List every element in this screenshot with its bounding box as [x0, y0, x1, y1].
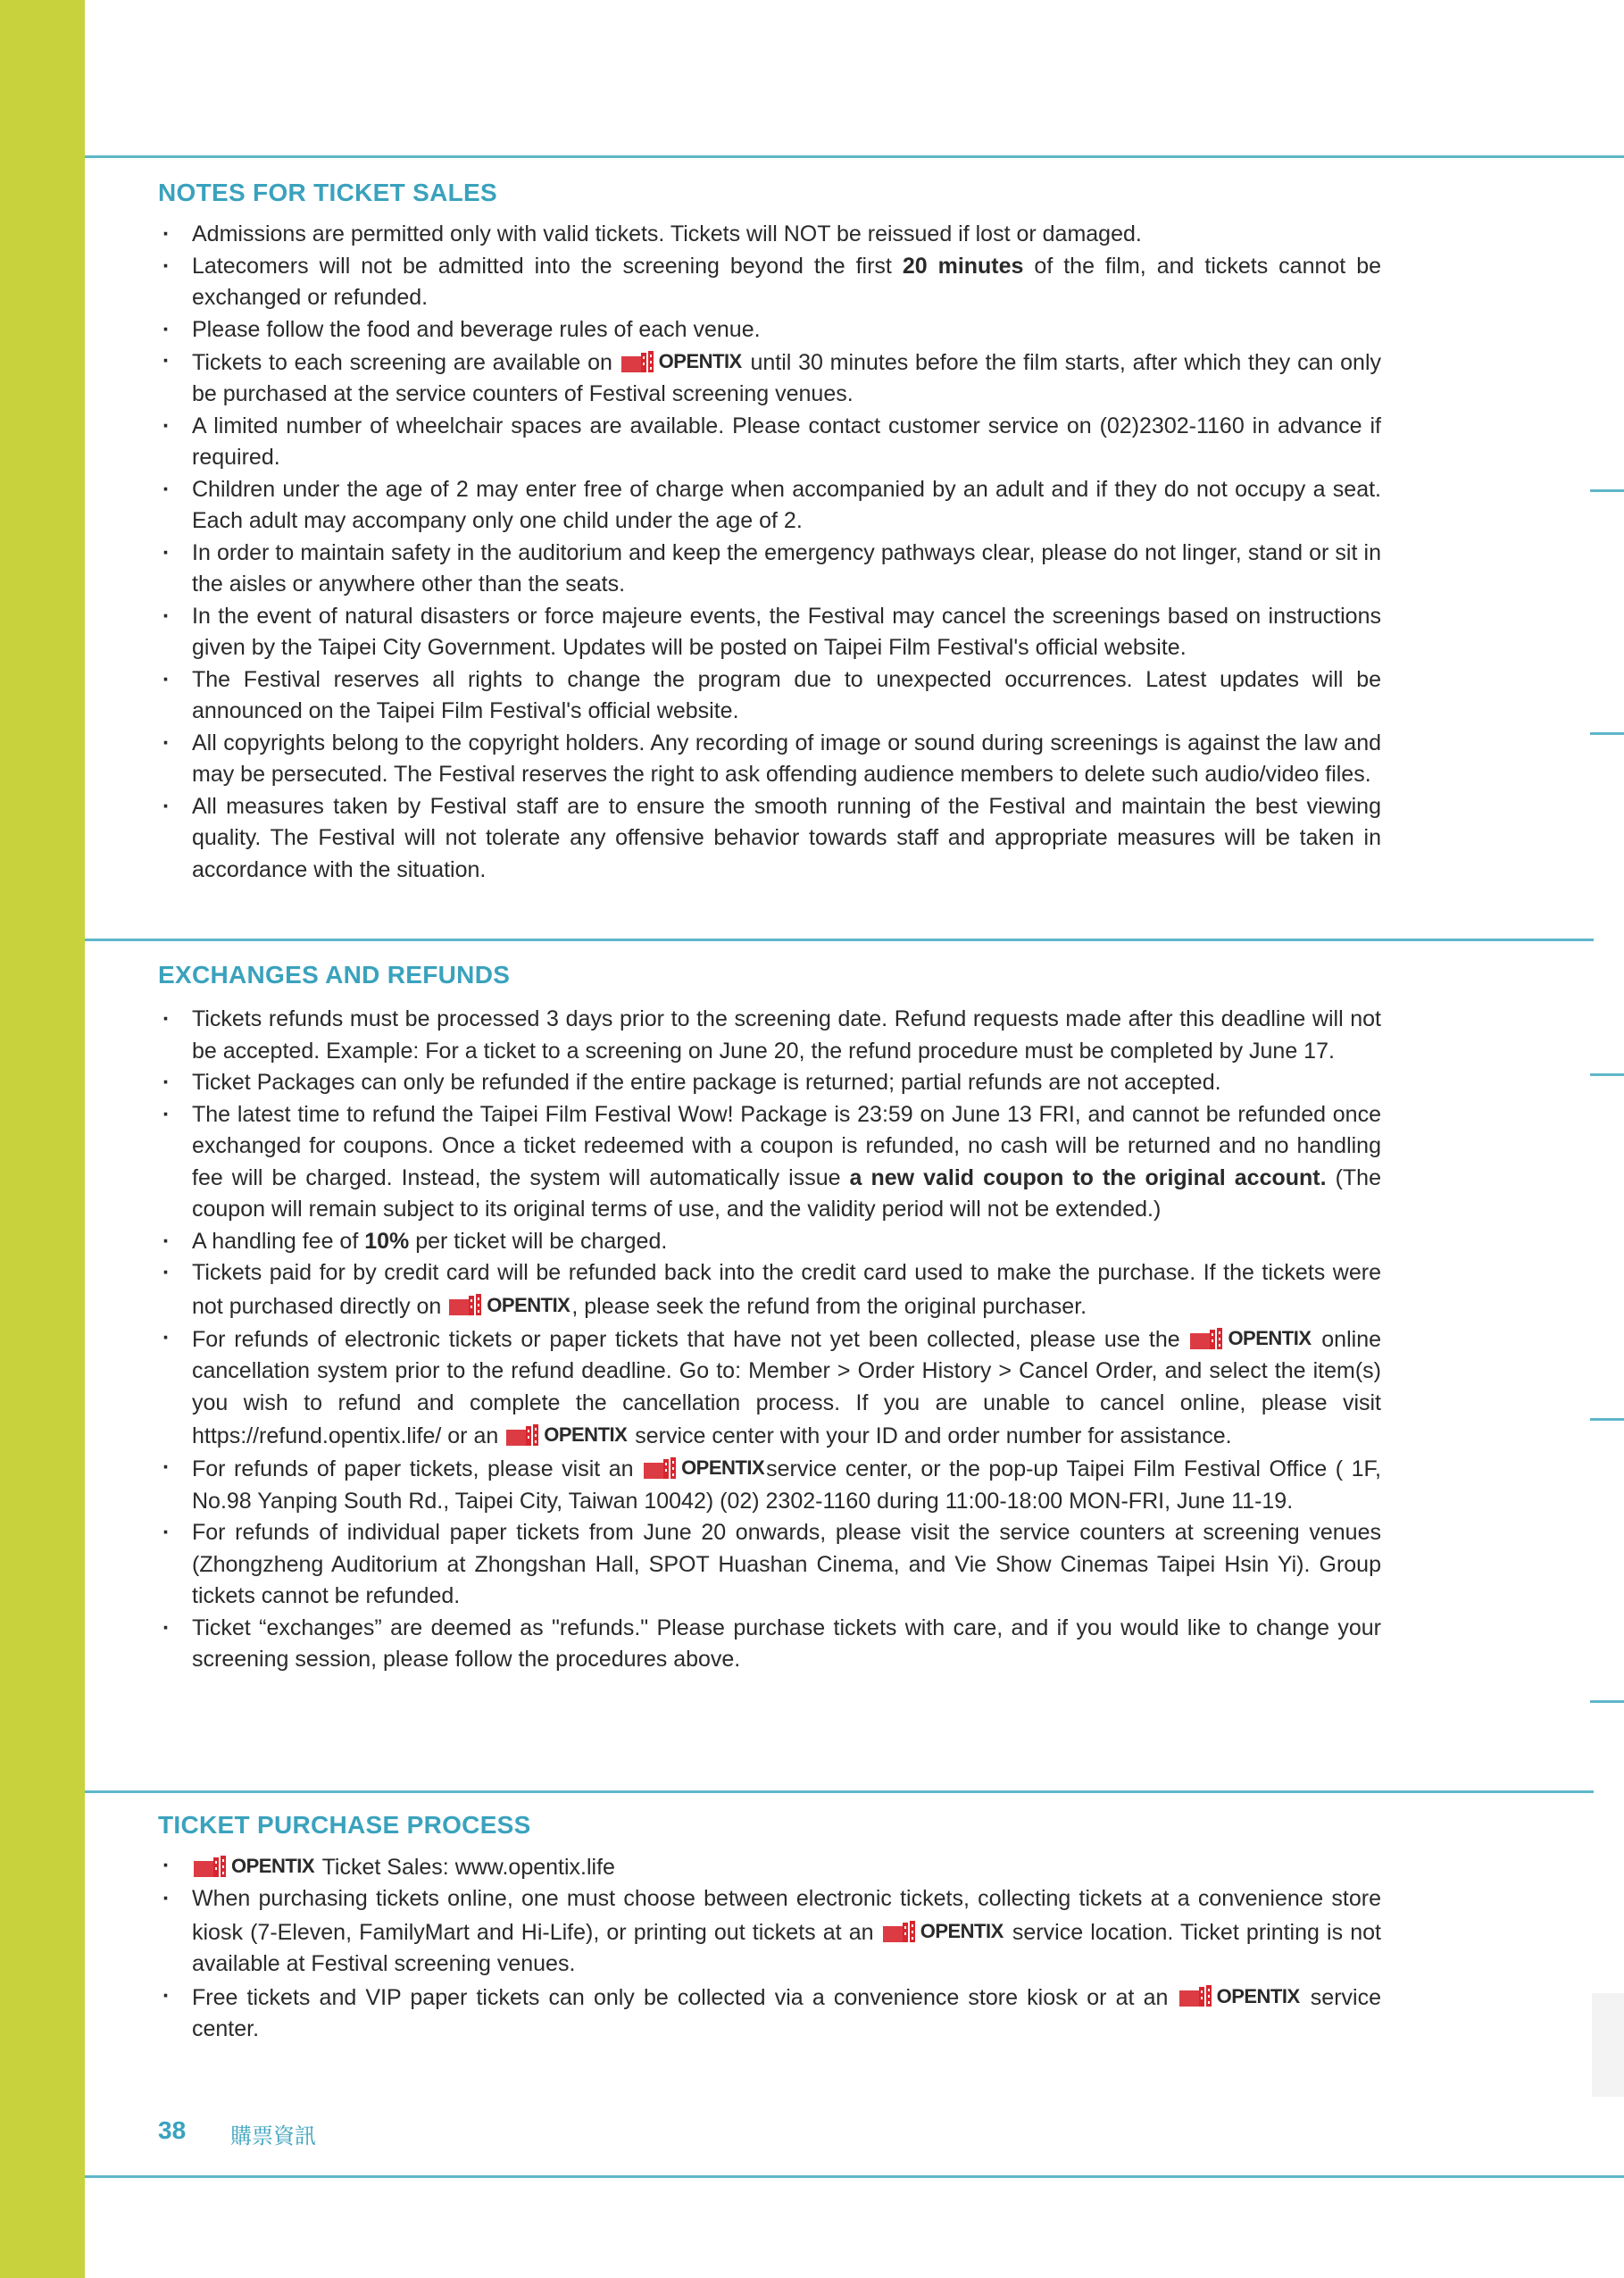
opentix-logo: OPENTIX — [449, 1289, 570, 1322]
top-divider — [85, 155, 1624, 158]
section-divider-1 — [85, 939, 1594, 941]
list-item: · Please follow the food and beverage rules of each venue. — [158, 314, 1381, 346]
bottom-divider — [85, 2175, 1624, 2178]
section-title-refunds: EXCHANGES AND REFUNDS — [158, 961, 511, 989]
list-item: · The latest time to refund the Taipei Film Festival Wow! Package is 23:59 on June 13 FRI, and cannot be refunded once exchanged for coupons. Once a ticket redeemed with a coupon is refunded, no cash will be returned and no handling fee will be charged. Instead, the system will automatically issue a new valid coupon to the original account. (The coupon will remain subject to its original terms of use, and the validity period will not be extended.) — [158, 1099, 1381, 1226]
list-item: · Admissions are permitted only with valid tickets. Tickets will NOT be reissued if lost or damaged. — [158, 219, 1381, 251]
page-number: 38 — [158, 2116, 187, 2144]
list-item: · OPENTIX Ticket Sales: www.opentix.life — [158, 1850, 1381, 1883]
list-item: · Latecomers will not be admitted into the screening beyond the first 20 minutes of the film, and tickets cannot be exchanged or refunded. — [158, 251, 1381, 314]
section-divider-2 — [85, 1790, 1594, 1793]
list-item: · A limited number of wheelchair spaces are available. Please contact customer service on (02)2302-1160 in advance if required. — [158, 411, 1381, 474]
edge-tick — [1590, 732, 1624, 735]
opentix-logo-icon — [194, 1856, 228, 1877]
purchase-list — [158, 1850, 1381, 2045]
opentix-logo: OPENTIX — [506, 1419, 627, 1451]
opentix-logo: OPENTIX — [621, 346, 742, 378]
list-item: · For refunds of electronic tickets or paper tickets that have not yet been collected, please use the OPENTIX online cancellation system prior to the refund deadline. Go to: Member > Order History > Cancel Order, and select the item(s) you wish to refund and complete the cancellation process. If you are unable to cancel online, please visit https://refund.opentix.life/ or an OPENTIX service center with your ID and order number for assistance. — [158, 1323, 1381, 1453]
opentix-logo: OPENTIX — [1179, 1981, 1300, 2013]
list-item: · All measures taken by Festival staff are to ensure the smooth running of the Festival and maintain the best viewing quality. The Festival will not tolerate any offensive behavior towards staff and appropriate measures will be taken in accordance with the situation. — [158, 791, 1381, 887]
opentix-logo-icon — [449, 1294, 483, 1315]
opentix-logo: OPENTIX — [1190, 1323, 1311, 1355]
edge-tick — [1590, 1073, 1624, 1076]
section-title-purchase: TICKET PURCHASE PROCESS — [158, 1811, 531, 1839]
opentix-logo: OPENTIX — [644, 1452, 764, 1484]
footer-section-label: 購票資訊 — [230, 2124, 316, 2149]
opentix-logo-icon — [621, 351, 655, 372]
list-item: · Tickets refunds must be processed 3 days prior to the screening date. Refund requests made after this deadline will not be accepted. Example: For a ticket to a screening on June 20, the refund procedure must be completed by June 17. — [158, 1004, 1381, 1067]
list-item: · Free tickets and VIP paper tickets can only be collected via a convenience store kiosk or at an OPENTIX service center. — [158, 1981, 1381, 2046]
opentix-logo: OPENTIX — [883, 1915, 1004, 1948]
list-item: · The Festival reserves all rights to change the program due to unexpected occurrences. Latest updates will be announced on the Taipei Film Festival's official website. — [158, 664, 1381, 728]
edge-tick — [1590, 1700, 1624, 1703]
list-item: · Ticket “exchanges” are deemed as "refunds." Please purchase tickets with care, and if you would like to change your screening session, please follow the procedures above. — [158, 1613, 1381, 1676]
list-item: · A handling fee of 10% per ticket will be charged. — [158, 1226, 1381, 1258]
list-item: · For refunds of individual paper tickets from June 20 onwards, please visit the service counters at screening venues (Zhongzheng Auditorium at Zhongshan Hall, SPOT Huashan Cinema, and Vie Show Cinemas Taipei Hsin Yi). Group tickets cannot be refunded. — [158, 1517, 1381, 1613]
opentix-logo: · OPENTIX — [194, 1850, 314, 1882]
notes-list — [158, 219, 1381, 886]
list-item: · In order to maintain safety in the auditorium and keep the emergency pathways clear, please do not linger, stand or sit in the aisles or anywhere other than the seats. — [158, 538, 1381, 601]
side-tab — [1592, 1993, 1624, 2097]
opentix-logo-icon — [644, 1457, 678, 1479]
list-item: · For refunds of paper tickets, please visit an OPENTIX service center, or the pop-up Taipei Film Festival Office ( 1F, No.98 Yanping South Rd., Taipei City, Taiwan 10042) (02) 2302-1160 during 11:00-18:00 MON-FRI, June 11-19. — [158, 1452, 1381, 1517]
section-title-notes: NOTES FOR TICKET SALES — [158, 179, 497, 206]
opentix-logo-icon — [883, 1921, 917, 1942]
edge-tick — [1590, 1418, 1624, 1421]
opentix-logo-icon — [1179, 1985, 1213, 2007]
list-item: · In the event of natural disasters or force majeure events, the Festival may cancel the screenings based on instructions given by the Taipei City Government. Updates will be posted on Taipei Film Festival's official website. — [158, 601, 1381, 664]
list-item: · All copyrights belong to the copyright holders. Any recording of image or sound during screenings is against the law and may be persecuted. The Festival reserves the right to ask offending audience members to delete such audio/video files. — [158, 728, 1381, 791]
opentix-logo-icon — [506, 1424, 540, 1446]
refunds-list — [158, 1004, 1381, 1676]
list-item: · Tickets to each screening are available on OPENTIX until 30 minutes before the film starts, after which they can only be purchased at the service counters of Festival screening venues. — [158, 346, 1381, 411]
list-item: · Tickets paid for by credit card will be refunded back into the credit card used to make the purchase. If the tickets were not purchased directly on OPENTIX , please seek the refund from the original purchaser. — [158, 1257, 1381, 1323]
left-color-bar — [0, 0, 85, 2278]
opentix-logo-icon — [1190, 1328, 1224, 1349]
list-item: · Ticket Packages can only be refunded if the entire package is returned; partial refunds are not accepted. — [158, 1067, 1381, 1099]
list-item: · When purchasing tickets online, one must choose between electronic tickets, collecting tickets at a convenience store kiosk (7-Eleven, FamilyMart and Hi-Life), or printing out tickets at an OPENTIX service location. Ticket printing is not available at Festival screening venues. — [158, 1883, 1381, 1980]
list-item: · Children under the age of 2 may enter free of charge when accompanied by an adult and if they do not occupy a seat. Each adult may accompany only one child under the age of 2. — [158, 474, 1381, 538]
edge-tick — [1590, 489, 1624, 492]
